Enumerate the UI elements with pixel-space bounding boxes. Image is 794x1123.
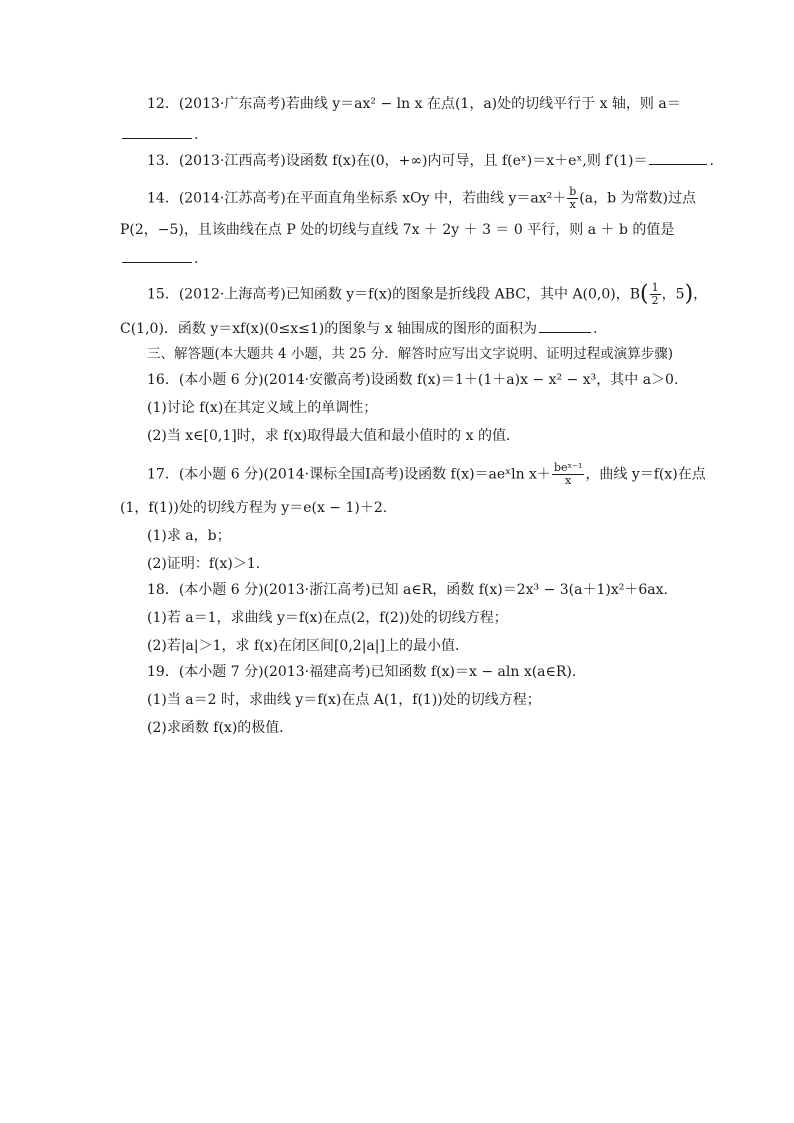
question-17-line1 <box>147 462 706 487</box>
fraction-denominator: 2 <box>651 294 659 307</box>
question-17-text-post: ，曲线 y＝f(x)在点 <box>585 466 706 483</box>
question-18-title <box>147 580 668 600</box>
fraction-one-half <box>650 282 661 307</box>
question-18-part1-text: (1)若 a＝1，求曲线 y＝f(x)在点(2，f(2))处的切线方程； <box>147 610 508 626</box>
question-17-part1-text: (1)求 a，b； <box>147 528 231 544</box>
question-14-end: . <box>194 251 199 267</box>
question-17-part1 <box>147 526 231 546</box>
question-14-line3 <box>120 248 198 269</box>
question-15-text-post-end: ， <box>693 286 708 303</box>
answer-blank-13[interactable] <box>649 150 707 165</box>
question-16-part2 <box>147 426 520 446</box>
answer-blank-14[interactable] <box>122 248 192 263</box>
answer-blank-15[interactable] <box>539 318 591 333</box>
question-15-end: . <box>593 321 598 337</box>
question-12-text: 12．(2013·广东高考)若曲线 y＝ax² − ln x 在点(1，a)处的切线平行于 x 轴，则 a＝ <box>147 96 681 112</box>
question-16-part2-text: (2)当 x∈[0,1]时，求 f(x)取得最大值和最小值时的 x 的值． <box>147 428 520 444</box>
question-19-text: 19．(本小题 7 分)(2013·福建高考)已知函数 f(x)＝x − aln x(a∈R)． <box>147 664 586 680</box>
section-heading <box>147 344 673 364</box>
fraction-numerator: 1 <box>651 281 659 294</box>
fraction-be-over-x <box>552 462 584 487</box>
question-18-part2 <box>147 636 469 656</box>
question-17-text-line2: (1，f(1))处的切线方程为 y＝e(x − 1)＋2. <box>120 500 388 516</box>
question-19-part1-text: (1)当 a＝2 时，求曲线 y＝f(x)在点 A(1，f(1))处的切线方程； <box>147 692 541 708</box>
question-16-text: 16．(本小题 6 分)(2014·安徽高考)设函数 f(x)＝1＋(1＋a)x − x² − x³，其中 a＞0. <box>147 372 679 388</box>
question-15-line2 <box>120 318 598 339</box>
question-14-line2 <box>120 220 674 240</box>
question-16-part1-text: (1)讨论 f(x)在其定义域上的单调性； <box>147 400 378 416</box>
question-19-part2-text: (2)求函数 f(x)的极值． <box>147 720 294 736</box>
fraction-denominator: x <box>569 198 576 211</box>
question-18-part2-text: (2)若|a|＞1，求 f(x)在闭区间[0,2|a|]上的最小值． <box>147 638 469 654</box>
question-12-line2 <box>120 124 198 145</box>
question-17-part2 <box>147 554 260 574</box>
question-18-part1 <box>147 608 508 628</box>
question-19-part2 <box>147 718 293 738</box>
fraction-numerator: b <box>569 185 577 198</box>
question-15-text-pre: 15．(2012·上海高考)已知函数 y＝f(x)的图象是折线段 ABC，其中 A(0,0)，B <box>147 286 641 303</box>
question-14-text-line2: P(2，−5)，且该曲线在点 P 处的切线与直线 7x ＋ 2y ＋ 3 ＝ 0 平行，则 a ＋ b 的值是 <box>120 222 675 238</box>
fraction-b-over-x <box>567 186 578 211</box>
question-13-text: 13．(2013·江西高考)设函数 f(x)在(0，+∞)内可导，且 f(eˣ)＝x＋eˣ,则 f′(1)＝ <box>147 153 648 169</box>
question-17-part2-text: (2)证明：f(x)＞1. <box>147 556 261 572</box>
question-13-line1 <box>147 150 714 171</box>
question-18-text: 18．(本小题 6 分)(2013·浙江高考)已知 a∈R，函数 f(x)＝2x³ − 3(a＋1)x²＋6ax. <box>147 582 668 598</box>
question-12-line1 <box>147 94 681 114</box>
question-15-line1: 15．(2012·上海高考)已知函数 y＝f(x)的图象是折线段 ABC，其中 A(0,0)，B( $\frac{1}{2}$ ，5)， <box>147 281 708 307</box>
fraction-denominator: x <box>565 474 572 487</box>
question-14-text-post: (a，b 为常数)过点 <box>579 190 696 207</box>
question-14-text-pre: 14．(2014·江苏高考)在平面直角坐标系 xOy 中，若曲线 y＝ax²＋ <box>147 190 567 207</box>
question-15-text-line2: C(1,0)．函数 y＝xf(x)(0≤x≤1)的图象与 x 轴围成的图形的面积为 <box>120 321 538 337</box>
question-14-line1 <box>147 186 696 211</box>
question-15-text-post: ，5 <box>661 286 685 303</box>
question-19-part1 <box>147 690 541 710</box>
fraction-numerator: beˣ⁻¹ <box>553 461 583 474</box>
question-17-text-pre: 17．(本小题 6 分)(2014·课标全国Ⅰ高考)设函数 f(x)＝aeˣln x＋ <box>147 466 551 483</box>
question-16-title <box>147 370 678 390</box>
question-12-end: . <box>194 127 199 143</box>
section-3-title: 三、解答题(本大题共 4 小题，共 25 分．解答时应写出文字说明、证明过程或演算步骤) <box>147 346 673 362</box>
question-16-part1 <box>147 398 377 418</box>
question-13-end: . <box>709 153 714 169</box>
question-19-title <box>147 662 586 682</box>
question-17-line2 <box>120 498 387 518</box>
answer-blank-12[interactable] <box>122 124 192 139</box>
